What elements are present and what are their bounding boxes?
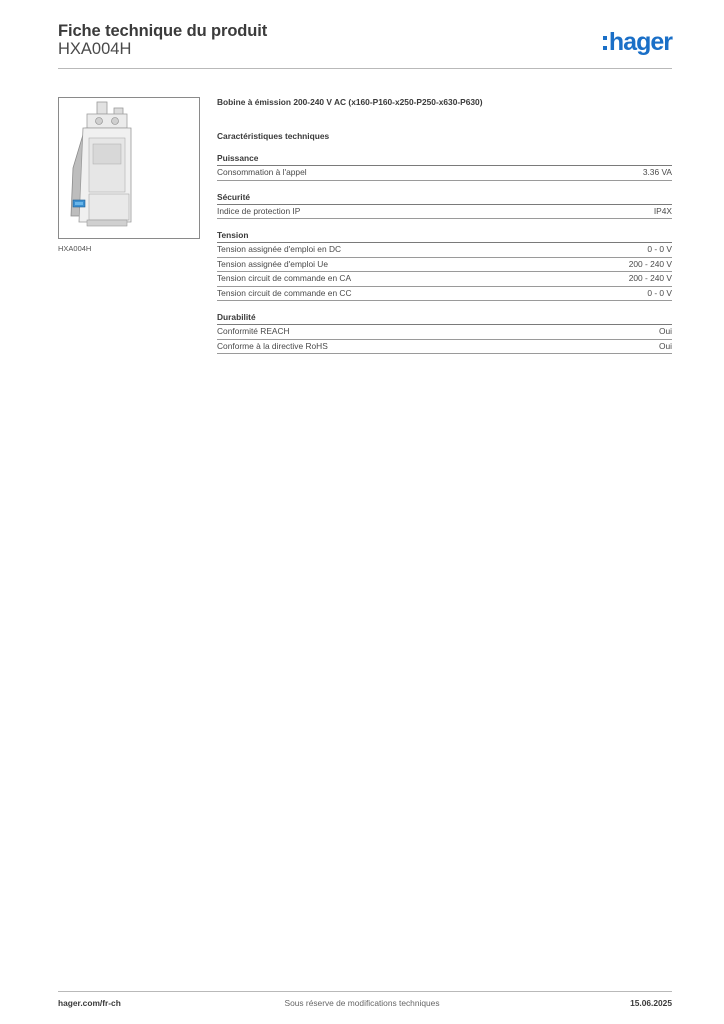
product-code: HXA004H [58,40,132,58]
spec-row [217,205,672,220]
spec-value: 200 - 240 V [628,258,672,269]
group-durabilite [217,311,672,354]
page-title: Fiche technique du produit [58,22,268,40]
spec-label: Tension assignée d'emploi en DC [217,244,342,254]
spec-row [217,258,672,273]
spec-value: Oui [658,326,672,336]
group-title: Puissance [217,152,672,166]
logo-mark-icon [603,36,607,50]
footer-website-link[interactable]: hager.com/fr-ch [58,998,121,1008]
spec-row [217,325,672,340]
product-description: Bobine à émission 200-240 V AC (x160-P160-x250-P250-x630-P630) [217,97,483,107]
spec-value: 0 - 0 V [647,287,672,298]
group-securite [217,191,672,220]
spec-value: 0 - 0 V [647,244,672,254]
spec-label: Tension circuit de commande en CC [217,287,352,298]
spec-value: IP4X [653,205,672,216]
spec-label: Conforme à la directive RoHS [217,340,328,351]
spec-row [217,340,672,355]
spec-row [217,243,672,258]
footer-date: 15.06.2025 [630,998,672,1008]
page-header [58,20,672,68]
spec-label: Conformité REACH [217,326,290,336]
group-title: Sécurité [217,191,672,205]
spec-value: Oui [658,340,672,351]
logo-text: hager [608,27,672,56]
shunt-trip-coil-illustration [59,98,199,238]
group-title: Tension [217,229,672,243]
group-tension [217,229,672,301]
header-divider [58,68,672,69]
spec-value: 3.36 VA [642,167,672,177]
group-puissance [217,152,672,181]
spec-label: Consommation à l'appel [217,167,307,177]
spec-label: Tension circuit de commande en CA [217,273,352,283]
product-image [58,97,200,239]
hager-logo [603,29,672,55]
spec-label: Indice de protection IP [217,205,301,216]
characteristics-title: Caractéristiques techniques [217,131,330,141]
spec-value: 200 - 240 V [628,273,672,283]
spec-row [217,272,672,287]
image-caption: HXA004H [58,244,92,253]
footer-divider [58,991,672,992]
specifications [217,96,672,354]
spec-row [217,287,672,302]
footer-disclaimer: Sous réserve de modifications techniques [284,998,440,1008]
spec-row [217,166,672,181]
group-title: Durabilité [217,311,672,325]
spec-label: Tension assignée d'emploi Ue [217,258,329,269]
